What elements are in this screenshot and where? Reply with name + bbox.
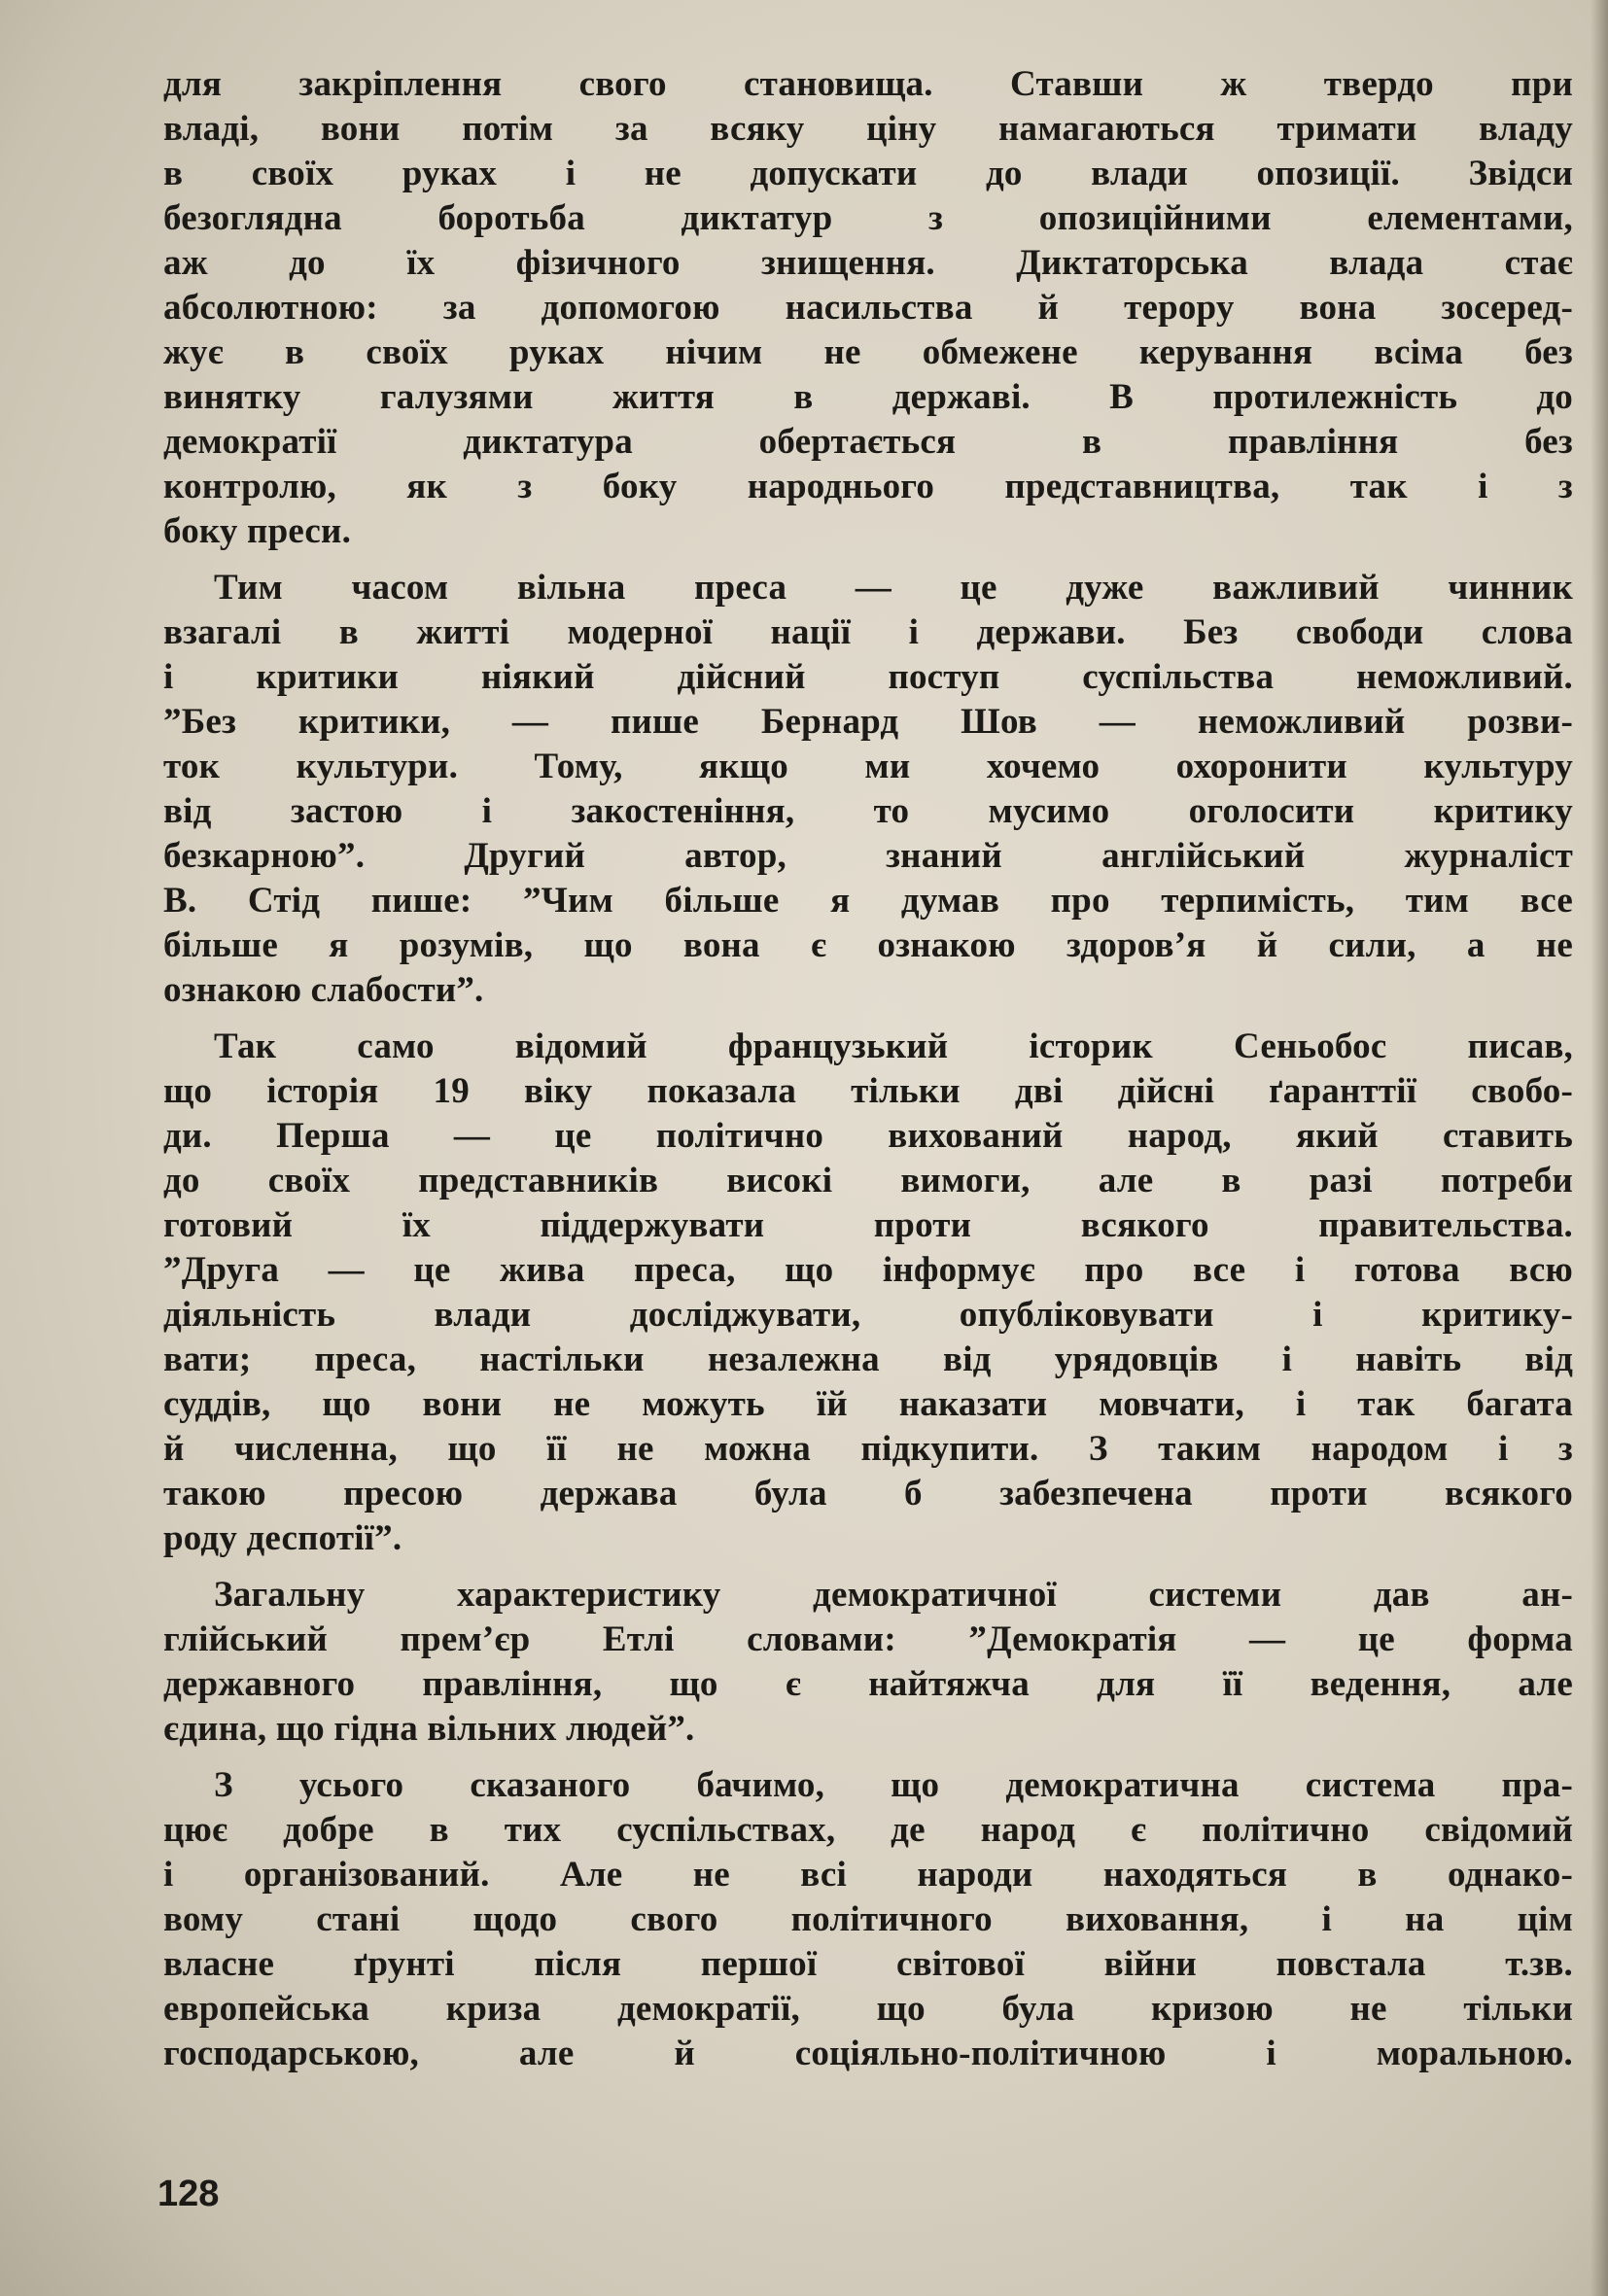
text-line: господарською, але й соціяльно-політичною і моральною. — [163, 2034, 1573, 2073]
paragraph-4 — [163, 1573, 1573, 1752]
text-line: діяльність влади досліджувати, опубліковувати і критику- — [163, 1295, 1573, 1335]
text-line: взагалі в житті модерної нації і держави. Без свободи слова — [163, 612, 1573, 652]
text-line: готовий їх піддержувати проти всякого правительства. — [163, 1205, 1573, 1245]
text-line: боку преси. — [163, 511, 352, 551]
page-number: 128 — [157, 2174, 220, 2214]
text-line: демократії диктатура обертається в правління без — [163, 422, 1573, 462]
text-line: суддів, що вони не можуть їй наказати мовчати, і так багата — [163, 1384, 1573, 1424]
text-line: абсолютною: за допомогою насильства й терору вона зосеред- — [163, 288, 1573, 328]
page-body — [163, 62, 1573, 2076]
text-line: для закріплення свого становища. Ставши ж твердо при — [163, 64, 1573, 104]
text-line: Тим часом вільна преса — це дуже важливий чинник — [214, 568, 1573, 608]
text-line: вому стані щодо свого політичного виховання, і на цім — [163, 1899, 1573, 1939]
text-line: контролю, як з боку народнього представництва, так і з — [163, 467, 1573, 506]
text-line: до своїх представників високі вимоги, але в разі потреби — [163, 1161, 1573, 1200]
text-line: і організований. Але не всі народи находяться в однако- — [163, 1855, 1573, 1895]
text-line: жує в своїх руках нічим не обмежене керування всіма без — [163, 332, 1573, 372]
text-line: від застою і закостеніння, то мусимо оголосити критику — [163, 791, 1573, 831]
text-line: цює добре в тих суспільствах, де народ є політично свідомий — [163, 1810, 1573, 1850]
text-line: в своїх руках і не допускати до влади опозиції. Звідси — [163, 154, 1573, 193]
text-line: винятку галузями життя в державі. В протилежність до — [163, 377, 1573, 417]
text-line: ”Без критики, — пише Бернард Шов — неможливий розви- — [163, 702, 1573, 742]
text-line: й численна, що її не можна підкупити. З таким народом і з — [163, 1429, 1573, 1469]
text-line: вати; преса, настільки незалежна від урядовців і навіть від — [163, 1339, 1573, 1379]
text-line: і критики ніякий дійсний поступ суспільства неможливий. — [163, 657, 1573, 697]
text-line: европейська криза демократії, що була кризою не тільки — [163, 1989, 1573, 2029]
text-line: ”Друга — це жива преса, що інформує про все і готова всю — [163, 1250, 1573, 1290]
text-line: що історія 19 віку показала тільки дві дійсні ґаранттії свобо- — [163, 1071, 1573, 1111]
paragraph-5 — [163, 1763, 1573, 2076]
text-line: Загальну характеристику демократичної системи дав ан- — [214, 1575, 1573, 1615]
text-line: владі, вони потім за всяку ціну намагаються тримати владу — [163, 109, 1573, 149]
text-line: аж до їх фізичного знищення. Диктаторська влада стає — [163, 243, 1573, 283]
text-line: глійський прем’єр Етлі словами: ”Демократія — це форма — [163, 1619, 1573, 1659]
text-line: ознакою слабости”. — [163, 970, 484, 1010]
text-line: більше я розумів, що вона є ознакою здоров’я й сили, а не — [163, 925, 1573, 965]
text-line: З усього сказаного бачимо, що демократична система пра- — [214, 1765, 1573, 1805]
text-line: такою пресою держава була б забезпечена проти всякого — [163, 1474, 1573, 1513]
text-line: безкарною”. Другий автор, знаний англійський журналіст — [163, 836, 1573, 876]
text-line: ди. Перша — це політично вихований народ, який ставить — [163, 1116, 1573, 1156]
text-line: В. Стід пише: ”Чим більше я думав про терпимість, тим все — [163, 881, 1573, 921]
text-line: єдина, що гідна вільних людей”. — [163, 1709, 695, 1749]
text-line: роду деспотії”. — [163, 1518, 402, 1558]
text-line: безоглядна боротьба диктатур з опозиційними елементами, — [163, 198, 1573, 238]
text-line: ток культури. Тому, якщо ми хочемо охоронити культуру — [163, 747, 1573, 786]
paragraph-2 — [163, 566, 1573, 1013]
text-line: Так само відомий французький історик Сеньобос писав, — [214, 1026, 1573, 1066]
text-line: власне ґрунті після першої світової війни повстала т.зв. — [163, 1944, 1573, 1984]
paragraph-1 — [163, 62, 1573, 554]
paragraph-3 — [163, 1025, 1573, 1561]
text-line: державного правління, що є найтяжча для її ведення, але — [163, 1664, 1573, 1704]
